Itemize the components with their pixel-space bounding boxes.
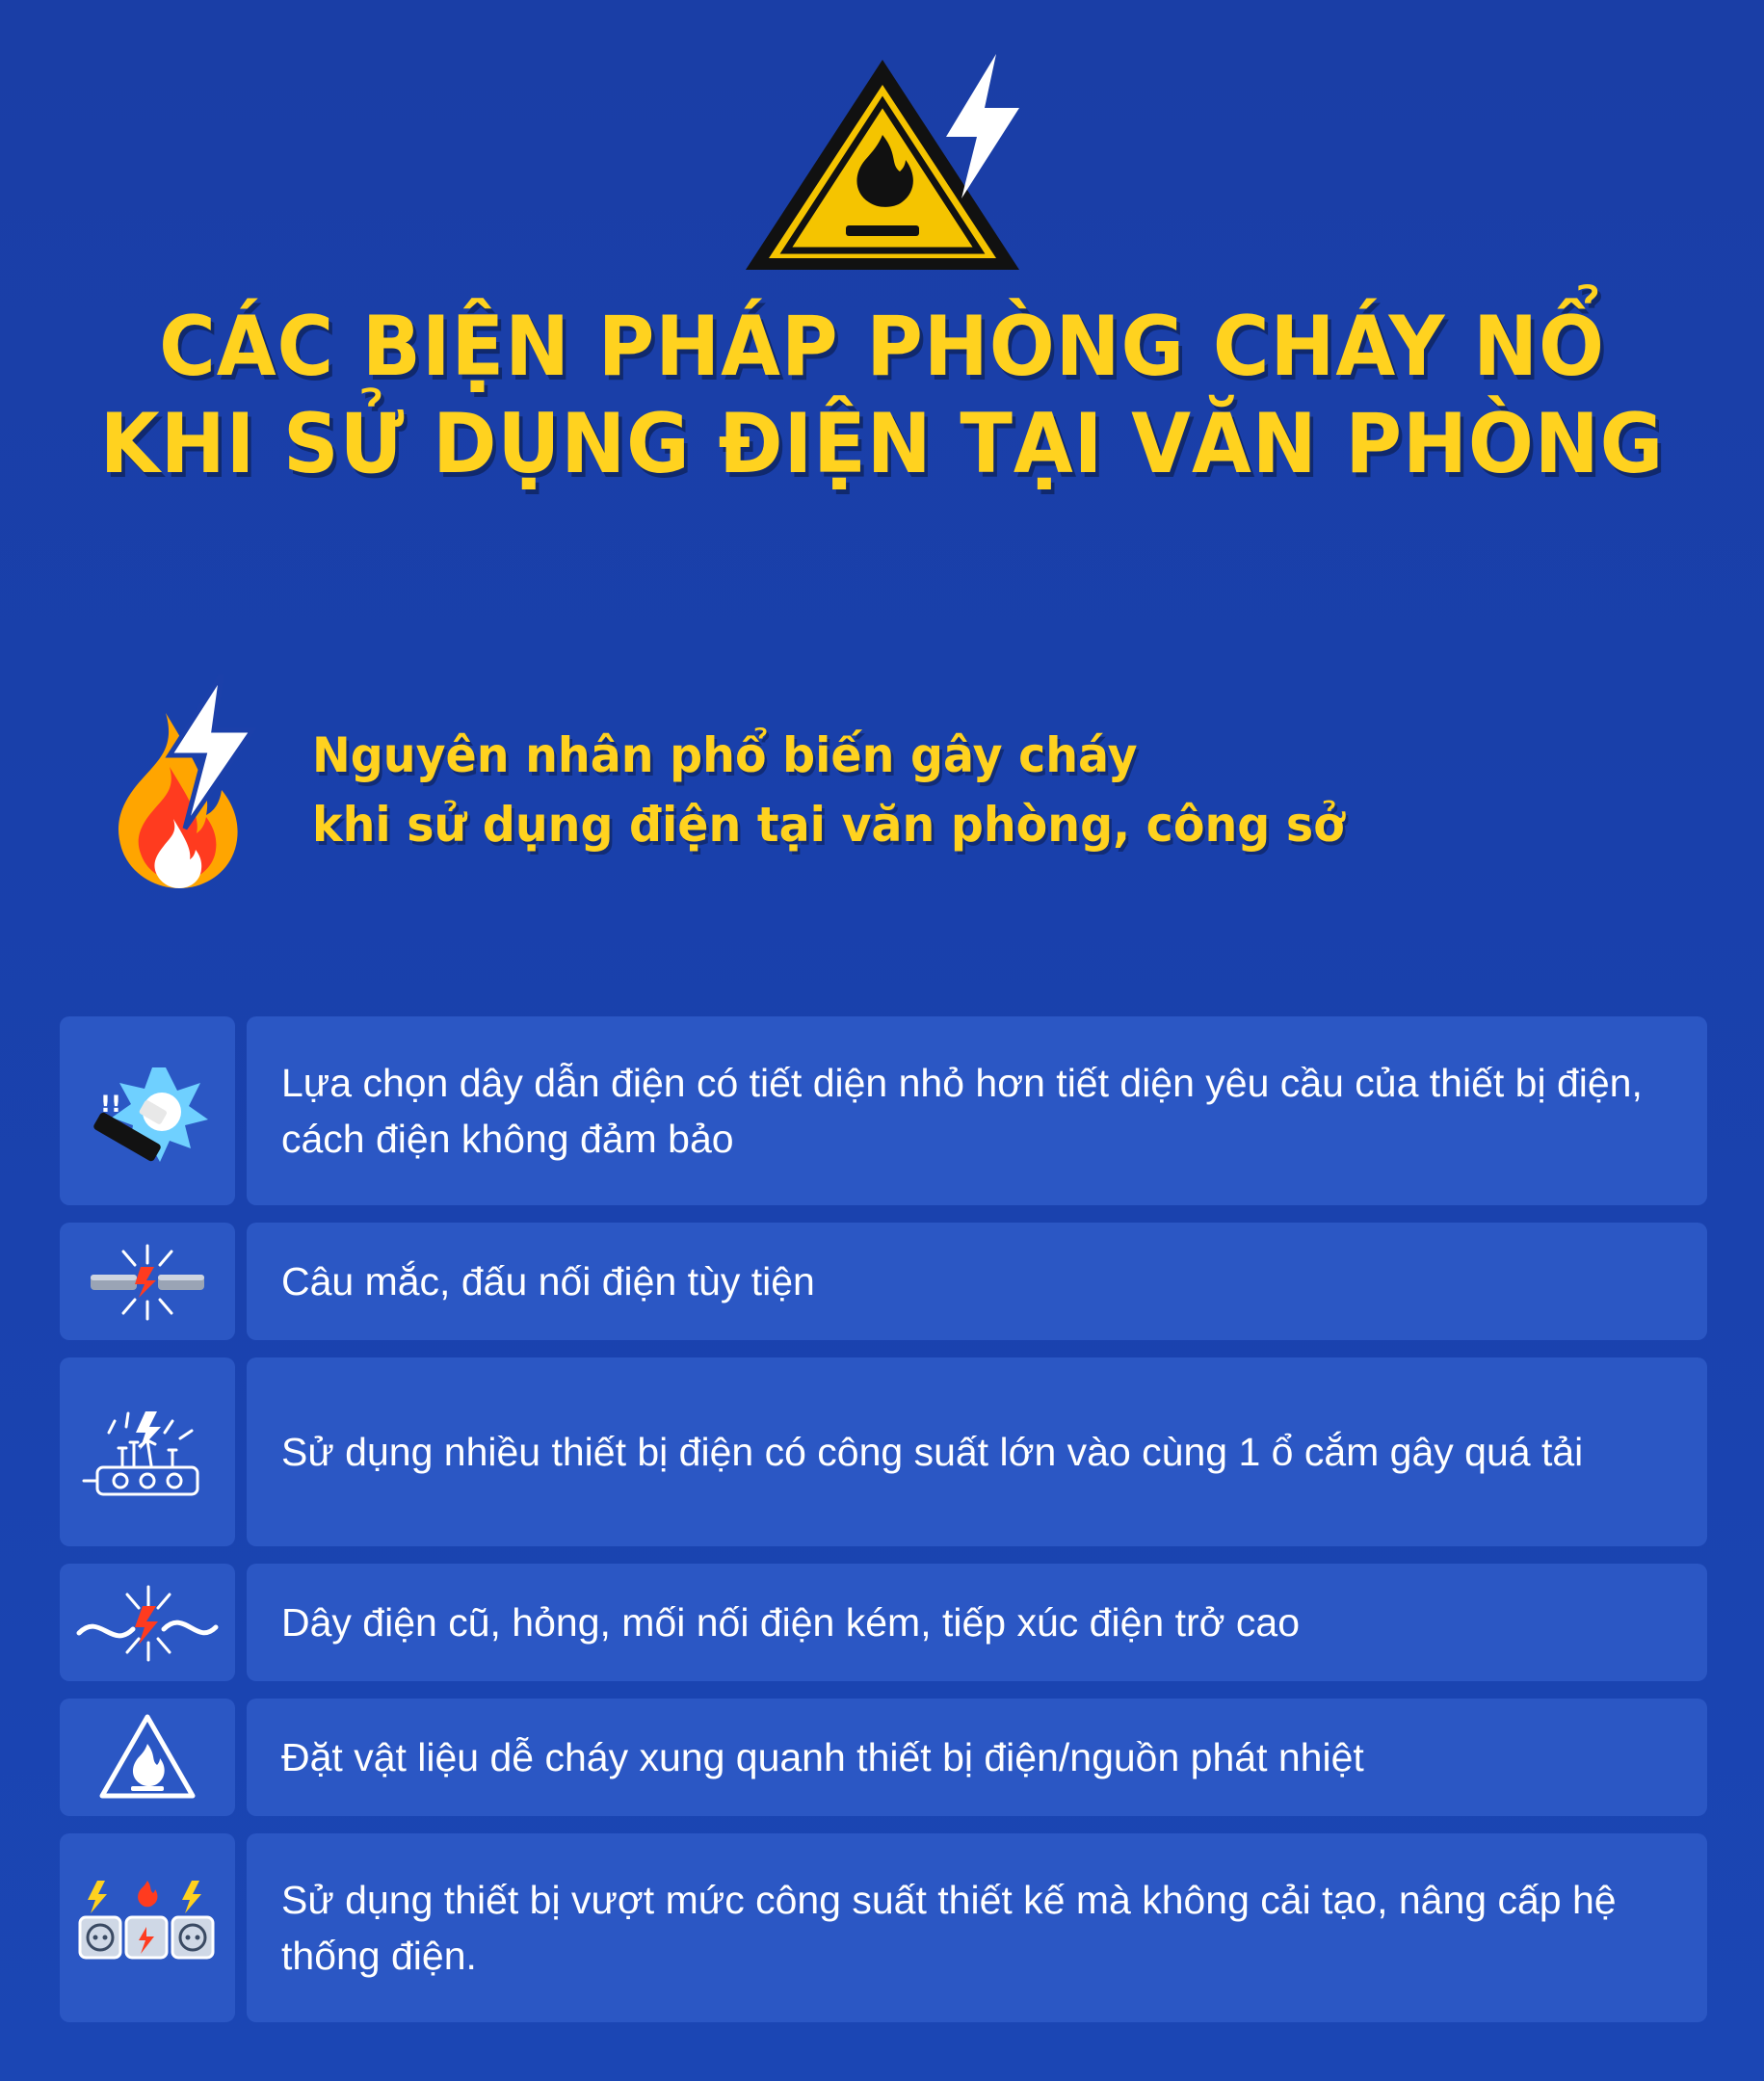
broken-wire-spark-icon [60,1564,235,1681]
page-title [62,299,1702,494]
list-item-text: Lựa chọn dây dẫn điện có tiết diện nhỏ hơn tiết diện yêu cầu của thiết bị điện, cách điện không đảm bảo [247,1016,1707,1205]
overloaded-power-strip-icon [60,1357,235,1546]
title-line-2: KHI SỬ DỤNG ĐIỆN TẠI VĂN PHÒNG [99,396,1665,493]
section-header [77,674,1696,906]
section-heading-line-2: khi sử dụng điện tại văn phòng, công sở [312,797,1345,853]
cable-splice-spark-icon [60,1223,235,1340]
section-heading [312,721,1345,860]
warning-sign-area [0,46,1764,287]
frayed-wire-spark-icon [60,1016,235,1205]
overloaded-sockets-icon [60,1833,235,2022]
section-heading-line-1: Nguyên nhân phổ biến gây cháy [312,726,1138,783]
title-line-1: CÁC BIỆN PHÁP PHÒNG CHÁY NỔ [159,299,1605,395]
causes-list [60,1016,1707,2040]
list-item [60,1016,1707,1205]
list-item-text: Câu mắc, đấu nối điện tùy tiện [247,1223,1707,1340]
flame-with-bolt-icon [77,674,279,906]
list-item-text: Đặt vật liệu dễ cháy xung quanh thiết bị điện/nguồn phát nhiệt [247,1699,1707,1816]
list-item [60,1833,1707,2022]
list-item [60,1357,1707,1546]
svg-text:!!: !! [100,1091,121,1118]
list-item [60,1699,1707,1816]
list-item-text: Sử dụng thiết bị vượt mức công suất thiết kế mà không cải tạo, nâng cấp hệ thống điện. [247,1833,1707,2022]
list-item [60,1564,1707,1681]
flammable-material-triangle-icon [60,1699,235,1816]
list-item-text: Sử dụng nhiều thiết bị điện có công suất lớn vào cùng 1 ổ cắm gây quá tải [247,1357,1707,1546]
list-item [60,1223,1707,1340]
list-item-text: Dây điện cũ, hỏng, mối nối điện kém, tiếp xúc điện trở cao [247,1564,1707,1681]
lightning-bolt-icon [936,54,1025,198]
